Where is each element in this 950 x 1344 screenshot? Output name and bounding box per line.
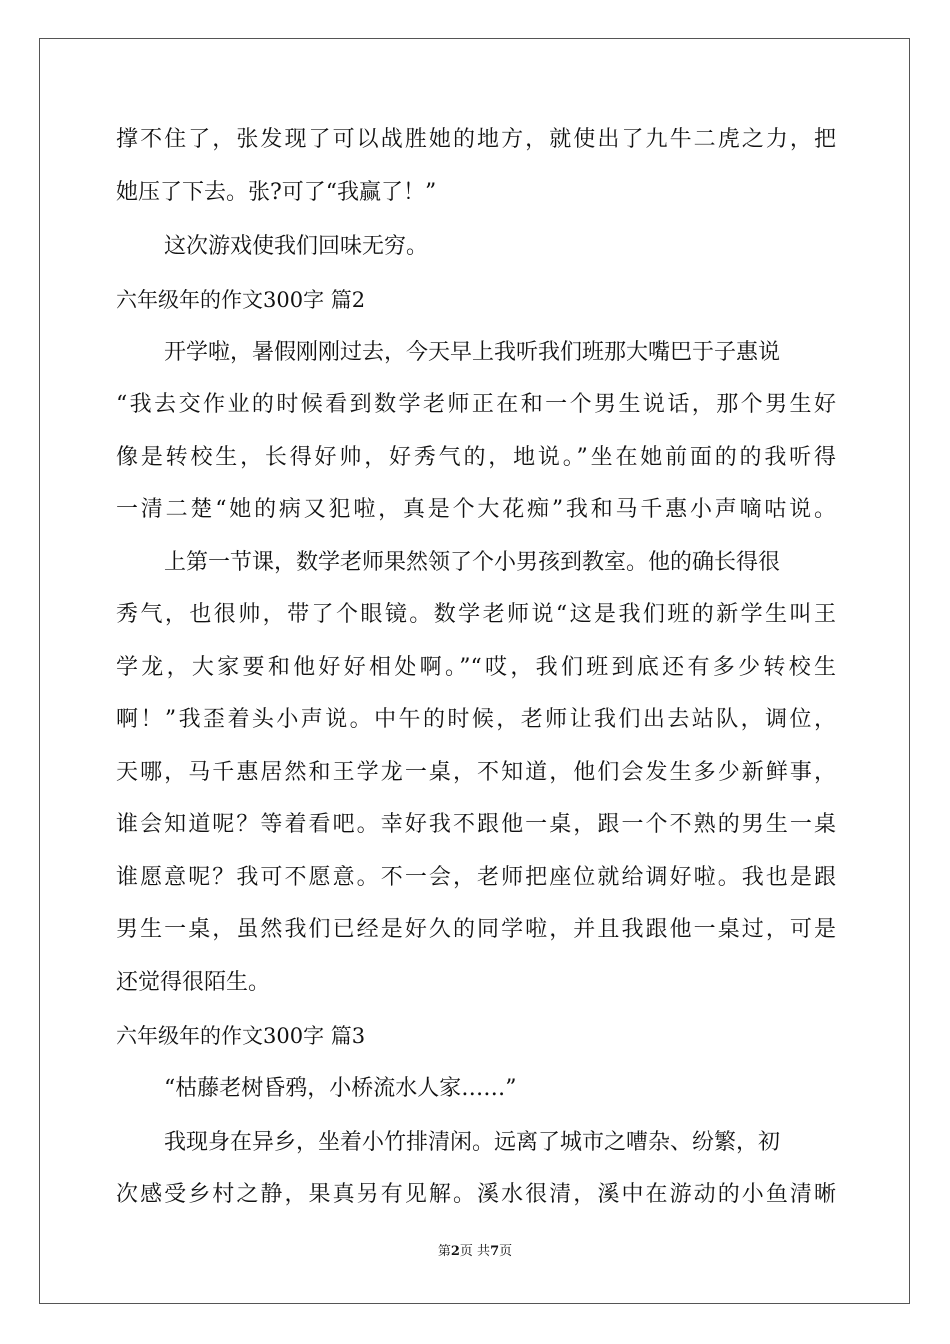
paragraph-line: 上第一节课，数学老师果然领了个小男孩到教室。他的确长得很 — [164, 550, 781, 575]
paragraph-line: 一清二楚“她的病又犯啦，真是个大花痴”我和马千惠小声嘀咕说。 — [116, 497, 836, 522]
paragraph-line: 像是转校生，长得好帅，好秀气的，地说。”坐在她前面的的我听得 — [116, 445, 836, 470]
page-prefix: 第 — [437, 1244, 451, 1259]
paragraph-line: 这次游戏使我们回味无穷。 — [164, 234, 429, 259]
paragraph-line: 开学啦，暑假刚刚过去，今天早上我听我们班那大嘴巴于子惠说 — [164, 340, 781, 365]
paragraph-line: “我去交作业的时候看到数学老师正在和一个男生说话，那个男生好 — [116, 392, 836, 417]
quote-line: “枯藤老树昏鸦，小桥流水人家……” — [164, 1076, 517, 1101]
paragraph-line: 谁会知道呢？等着看吧。幸好我不跟他一桌，跟一个不熟的男生一桌 — [116, 812, 836, 837]
page-suffix: 页 — [499, 1244, 513, 1259]
paragraph-line: 啊！”我歪着头小声说。中午的时候，老师让我们出去站队，调位， — [116, 707, 836, 732]
page-number — [0, 1243, 950, 1261]
paragraph-line: 天哪，马千惠居然和王学龙一桌，不知道，他们会发生多少新鲜事， — [116, 760, 836, 785]
paragraph-line: 学龙，大家要和他好好相处啊。”“哎，我们班到底还有多少转校生 — [116, 655, 836, 680]
paragraph-line: 还觉得很陌生。 — [116, 970, 271, 995]
total-pages: 7 — [490, 1244, 500, 1259]
paragraph-line: 我现身在异乡，坐着小竹排清闲。远离了城市之嘈杂、纷繁，初 — [164, 1130, 781, 1155]
current-page: 2 — [450, 1244, 460, 1259]
paragraph-line: 秀气，也很帅，带了个眼镜。数学老师说“这是我们班的新学生叫王 — [116, 602, 836, 627]
paragraph-line: 撑不住了，张发现了可以战胜她的地方，就使出了九牛二虎之力，把 — [116, 127, 836, 152]
page-mid: 页 共 — [459, 1244, 491, 1259]
section-heading: 六年级年的作文300字 篇2 — [116, 288, 366, 312]
paragraph-line: 男生一桌，虽然我们已经是好久的同学啦，并且我跟他一桌过，可是 — [116, 917, 836, 942]
paragraph-line: 谁愿意呢？我可不愿意。不一会，老师把座位就给调好啦。我也是跟 — [116, 865, 836, 890]
section-heading: 六年级年的作文300字 篇3 — [116, 1024, 366, 1048]
paragraph-line: 次感受乡村之静，果真另有见解。溪水很清，溪中在游动的小鱼清晰 — [116, 1182, 836, 1207]
paragraph-line: 她压了下去。张?可了“我赢了！” — [116, 180, 437, 205]
